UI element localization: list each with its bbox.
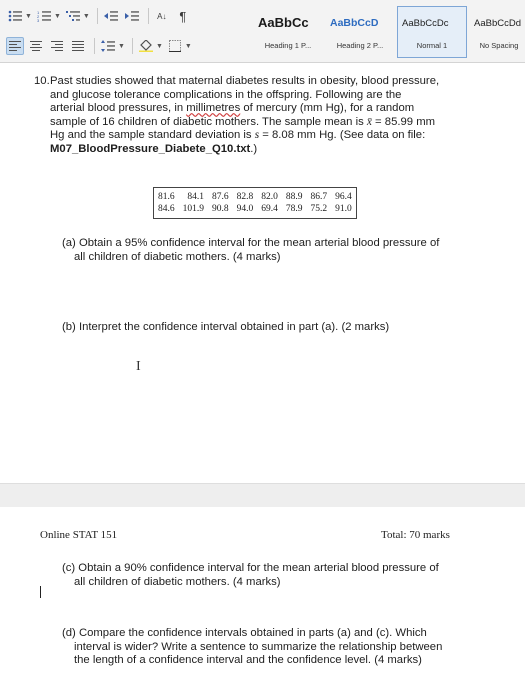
chevron-down-icon[interactable]: ▼	[184, 42, 192, 50]
numbering-button[interactable]	[35, 7, 53, 25]
part-line: (c) Obtain a 90% confidence interval for the mean arterial blood pressure of	[62, 562, 439, 574]
align-left-button[interactable]	[6, 37, 24, 55]
justify-icon	[72, 40, 84, 52]
chevron-down-icon[interactable]: ▼	[82, 12, 90, 20]
svg-text:1: 1	[36, 10, 40, 15]
style-heading-2[interactable]	[325, 6, 395, 58]
text-run: arterial blood pressures, in	[50, 102, 187, 115]
bullets-button[interactable]	[6, 7, 24, 25]
text-run: .)	[250, 142, 258, 155]
table-row	[154, 188, 357, 204]
table-cell: 82.8	[236, 192, 254, 202]
paint-bucket-icon	[139, 40, 153, 52]
align-right-button[interactable]	[48, 37, 66, 55]
align-center-icon	[30, 40, 42, 52]
data-filename: M07_BloodPressure_Diabete_Q10.txt	[50, 142, 251, 155]
increase-indent-icon	[125, 10, 139, 22]
bullet-list-icon	[8, 10, 22, 22]
style-heading-1[interactable]	[253, 6, 323, 58]
align-left-icon	[9, 40, 21, 52]
table-row	[154, 203, 357, 219]
chevron-down-icon[interactable]: ▼	[155, 42, 163, 50]
paragraph-toolbar-row1	[6, 6, 195, 26]
numbered-list-icon	[37, 10, 51, 22]
chevron-down-icon[interactable]: ▼	[25, 12, 32, 20]
footer-course: Online STAT 151	[40, 529, 118, 541]
shading-button[interactable]	[137, 37, 155, 55]
question-line	[50, 129, 500, 143]
part-d-text	[62, 627, 502, 668]
part-a-text	[62, 237, 502, 264]
text-run: = 8.08 mm Hg. (See data on file:	[259, 129, 426, 142]
ribbon-toolbar	[0, 0, 525, 63]
svg-text:2: 2	[36, 14, 40, 19]
borders-icon	[169, 40, 181, 52]
text-run: Hg and the sample standard deviation is	[50, 129, 255, 142]
toolbar-separator	[148, 8, 149, 24]
text-run: = 85.99 mm	[371, 115, 436, 128]
sort-icon: A↓	[157, 11, 167, 21]
question-line	[50, 143, 500, 157]
xbar-symbol: x̄	[366, 115, 372, 128]
part-line: (d) Compare the confidence intervals obtained in parts (a) and (c). Which	[62, 627, 427, 639]
document-page[interactable]	[0, 63, 525, 483]
table-cell: 90.8	[212, 204, 229, 214]
align-center-button[interactable]	[27, 37, 45, 55]
pilcrow-icon: ¶	[179, 8, 187, 24]
align-right-icon	[51, 40, 63, 52]
insertion-caret	[40, 586, 41, 598]
style-name: Heading 1 P...	[264, 41, 312, 50]
table-cell: 69.4	[261, 204, 278, 214]
part-line: all children of diabetic mothers. (4 marks)	[74, 250, 281, 263]
question-text	[50, 75, 500, 157]
svg-text:3: 3	[36, 18, 40, 22]
toolbar-separator	[97, 8, 98, 24]
style-normal[interactable]	[397, 6, 467, 58]
part-line: interval is wider? Write a sentence to summarize the relationship between	[74, 640, 443, 653]
question-number: 10.	[34, 75, 50, 87]
toolbar-separator	[94, 38, 95, 54]
document-page-2[interactable]	[0, 507, 525, 700]
question-line	[50, 116, 500, 130]
part-c-text	[62, 562, 502, 589]
style-sample: AaBbCc	[258, 15, 309, 30]
table-cell: 84.6	[158, 204, 175, 214]
table-cell: 81.6	[158, 192, 175, 202]
style-name: Normal 1	[416, 41, 448, 50]
line-spacing-icon	[101, 40, 115, 52]
increase-indent-button[interactable]	[123, 7, 141, 25]
styles-gallery	[253, 6, 525, 58]
style-name: Heading 2 P...	[336, 41, 384, 50]
question-line	[50, 102, 500, 116]
text-run: sample of 16 children of diabetic mothers. The sample mean is	[50, 115, 367, 128]
part-line: the length of a confidence interval and the confidence level. (4 marks)	[74, 654, 422, 667]
table-cell: 82.0	[261, 192, 278, 202]
style-sample: AaBbCcDd	[474, 18, 521, 29]
borders-button[interactable]	[166, 37, 184, 55]
style-name: No Spacing	[479, 41, 519, 50]
table-cell: 87.6	[212, 192, 229, 202]
table-cell: 75.2	[310, 204, 328, 214]
show-formatting-button[interactable]	[174, 7, 192, 25]
question-line: Past studies showed that maternal diabetes results in obesity, blood pressure,	[50, 75, 440, 87]
table-cell: 101.9	[182, 204, 204, 214]
chevron-down-icon[interactable]: ▼	[53, 12, 61, 20]
toolbar-separator	[132, 38, 133, 54]
s-symbol: s	[254, 129, 260, 142]
multilevel-list-icon	[66, 10, 80, 22]
table-cell: 91.0	[335, 204, 352, 214]
footer-total: Total: 70 marks	[381, 529, 450, 541]
misspelled-word[interactable]: millimetres	[186, 102, 241, 115]
text-cursor-icon: I	[136, 359, 141, 374]
decrease-indent-button[interactable]	[102, 7, 120, 25]
table-cell: 94.0	[236, 204, 254, 214]
table-cell: 96.4	[335, 192, 352, 202]
decrease-indent-icon	[104, 10, 118, 22]
text-run: of mercury (mm Hg), for a random	[240, 102, 415, 115]
question-line: and glucose tolerance complications in the offspring. Following are the	[50, 88, 402, 101]
paragraph-toolbar-row2	[6, 36, 195, 56]
chevron-down-icon[interactable]: ▼	[118, 42, 125, 50]
sort-button[interactable]	[153, 7, 171, 25]
style-sample: AaBbCcD	[330, 17, 379, 29]
part-b-text: (b) Interpret the confidence interval obtained in part (a). (2 marks)	[62, 321, 390, 333]
table-cell: 78.9	[285, 204, 303, 214]
table-cell: 84.1	[187, 192, 204, 202]
line-spacing-button[interactable]	[99, 37, 117, 55]
table-cell: 86.7	[310, 192, 328, 202]
style-sample: AaBbCcDc	[402, 18, 449, 29]
part-line: all children of diabetic mothers. (4 marks)	[74, 575, 281, 588]
multilevel-list-button[interactable]	[64, 7, 82, 25]
style-no-spacing[interactable]	[469, 6, 525, 58]
data-table	[153, 187, 357, 219]
page-break-gap	[0, 483, 525, 509]
part-line: (a) Obtain a 95% confidence interval for the mean arterial blood pressure of	[62, 237, 440, 249]
table-cell: 88.9	[285, 192, 303, 202]
justify-button[interactable]	[69, 37, 87, 55]
